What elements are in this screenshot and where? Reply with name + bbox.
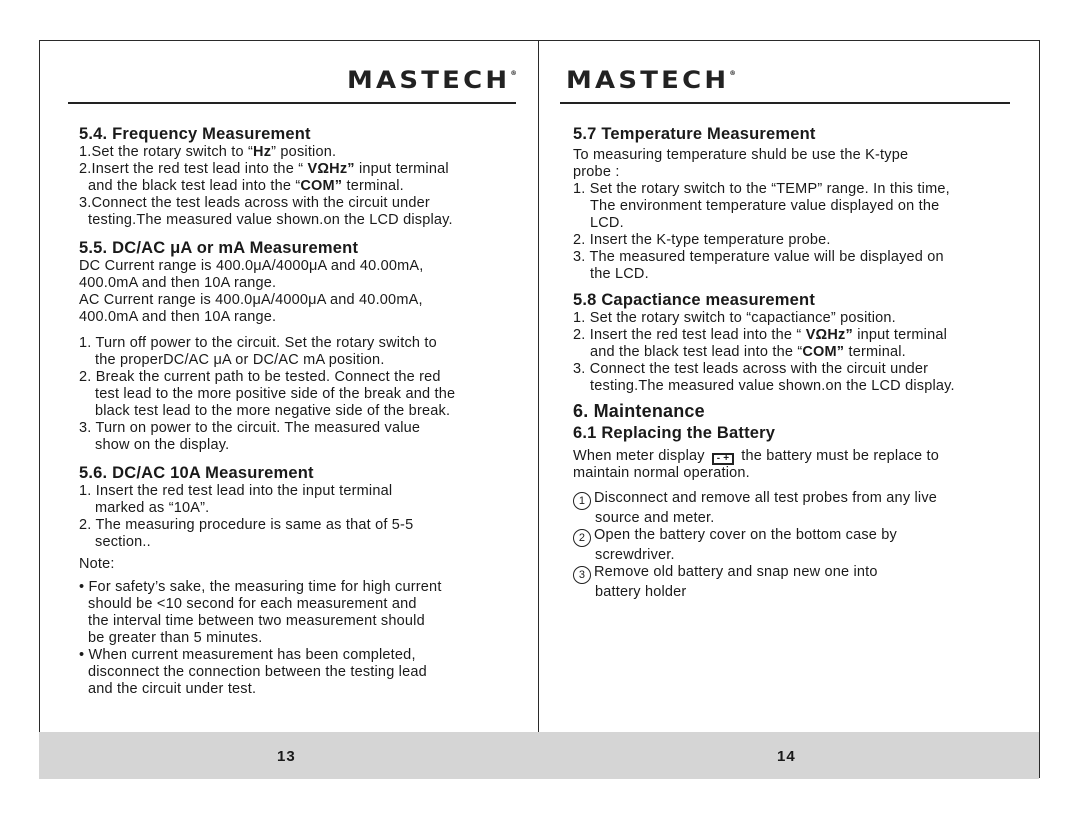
page-divider — [538, 40, 539, 732]
text-line: and the circuit under test. — [88, 681, 257, 697]
text-line: the properDC/AC μA or DC/AC mA position. — [95, 352, 385, 368]
text-line: black test lead to the more negative side of the break. — [95, 403, 451, 419]
text-line: the LCD. — [590, 266, 649, 282]
text-line: The environment temperature value displayed on the — [590, 198, 940, 214]
text-line: 3. The measured temperature value will be displayed on — [573, 249, 944, 265]
page-number-left: 13 — [277, 748, 296, 765]
text-line: testing.The measured value shown.on the LCD display. — [590, 378, 955, 394]
section-6-title: 6. Maintenance — [573, 401, 705, 421]
text-line: section.. — [95, 534, 151, 550]
note-label: Note: — [79, 556, 115, 572]
circled-number-1: 1 — [573, 492, 591, 510]
text-line: 2. Break the current path to be tested. Connect the red — [79, 369, 441, 385]
text-line: disconnect the connection between the testing lead — [88, 664, 427, 680]
text-line: 2. The measuring procedure is same as that of 5-5 — [79, 517, 414, 533]
text-line: AC Current range is 400.0μA/4000μA and 40.00mA, — [79, 292, 423, 308]
text-line: To measuring temperature shuld be use the K-type — [573, 147, 909, 163]
text-line: should be <10 second for each measurement and — [88, 596, 417, 612]
text-line: 1. Set the rotary switch to the “TEMP” range. In this time, — [573, 181, 950, 197]
brand-logo-left: MASTECH® — [347, 66, 517, 94]
header-rule-right — [560, 102, 1010, 104]
text-line: 3. Turn on power to the circuit. The measured value — [79, 420, 421, 436]
text-line: • For safety’s sake, the measuring time for high current — [79, 579, 442, 595]
text-line: 2. Insert the red test lead into the “ VΩHz” input terminal — [573, 327, 948, 343]
circled-number-3: 3 — [573, 566, 591, 584]
text-line: 1. Turn off power to the circuit. Set the rotary switch to — [79, 335, 437, 351]
header-rule-left — [68, 102, 516, 104]
brand-logo-right: MASTECH® — [566, 66, 736, 94]
circled-number-2: 2 — [573, 529, 591, 547]
text-line: and the black test lead into the “COM” terminal. — [590, 344, 906, 360]
text-line: LCD. — [590, 215, 624, 231]
section-5-8-title: 5.8 Capactiance measurement — [573, 291, 816, 309]
text-line: 400.0mA and then 10A range. — [79, 275, 277, 291]
section-5-7-title: 5.7 Temperature Measurement — [573, 125, 816, 143]
text-line: test lead to the more positive side of the break and the — [95, 386, 456, 402]
text-line: source and meter. — [595, 510, 715, 526]
text-line: the interval time between two measurement should — [88, 613, 425, 629]
left-page-content — [79, 124, 529, 698]
step-1: 1 Disconnect and remove all test probes from any live — [573, 490, 1028, 510]
text-line: 1. Set the rotary switch to “capactiance” position. — [573, 310, 896, 326]
text-line: 2. Insert the K-type temperature probe. — [573, 232, 831, 248]
step-3: 3 Remove old battery and snap new one into — [573, 564, 1028, 584]
text-line: 400.0mA and then 10A range. — [79, 309, 277, 325]
text-line: show on the display. — [95, 437, 230, 453]
text-line: DC Current range is 400.0μA/4000μA and 40.00mA, — [79, 258, 424, 274]
text-line: • When current measurement has been completed, — [79, 647, 416, 663]
text-line: probe : — [573, 164, 620, 180]
text-line: 1. Insert the red test lead into the input terminal — [79, 483, 393, 499]
text-line: When meter display - + the battery must be replace to — [573, 448, 940, 464]
section-5-6-title: 5.6. DC/AC 10A Measurement — [79, 464, 314, 482]
text-line: screwdriver. — [595, 547, 675, 563]
page-number-right: 14 — [777, 748, 796, 765]
text-line: 2.Insert the red test lead into the “ VΩHz” input terminal — [79, 161, 449, 177]
footer-band — [39, 732, 1039, 779]
section-5-4-title: 5.4. Frequency Measurement — [79, 125, 311, 143]
text-line: battery holder — [595, 584, 687, 600]
text-line: marked as “10A”. — [95, 500, 210, 516]
text-line: maintain normal operation. — [573, 465, 750, 481]
text-line: testing.The measured value shown.on the LCD display. — [88, 212, 453, 228]
text-line: 1.Set the rotary switch to “Hz” position. — [79, 144, 337, 160]
text-line: 3. Connect the test leads across with the circuit under — [573, 361, 929, 377]
right-page-content — [573, 124, 1028, 601]
step-2: 2 Open the battery cover on the bottom case by — [573, 527, 1028, 547]
battery-icon: - + — [712, 453, 734, 465]
text-line: and the black test lead into the “COM” terminal. — [88, 178, 404, 194]
text-line: 3.Connect the test leads across with the circuit under — [79, 195, 430, 211]
section-6-1-title: 6.1 Replacing the Battery — [573, 424, 776, 442]
section-5-5-title: 5.5. DC/AC μA or mA Measurement — [79, 239, 359, 257]
text-line: be greater than 5 minutes. — [88, 630, 263, 646]
